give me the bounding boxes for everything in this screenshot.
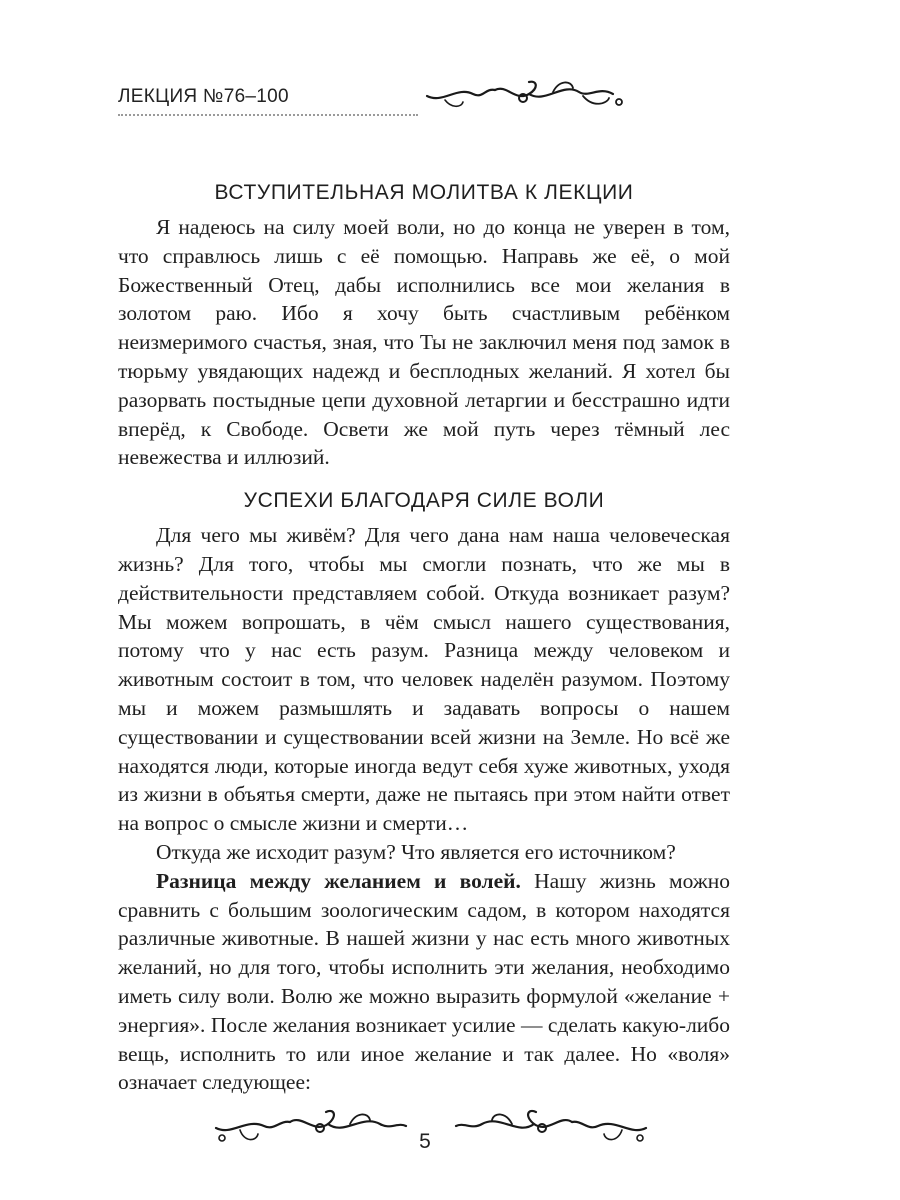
header-rule: [118, 114, 418, 116]
body-paragraph: Откуда же исходит разум? Что является его источником?: [156, 839, 676, 864]
section-title-prayer: ВСТУПИТЕЛЬНАЯ МОЛИТВА К ЛЕКЦИИ: [214, 181, 634, 204]
flourish-left-icon: [210, 1102, 410, 1152]
section-title-willpower: УСПЕХИ БЛАГОДАРЯ СИЛЕ ВОЛИ: [243, 489, 605, 513]
running-head: ЛЕКЦИЯ №76–100: [118, 86, 289, 107]
body-paragraph: Для чего мы живём? Для чего дана нам наша человеческая жизнь? Для того, чтобы мы смогли познать, что же мы в действительности представляем собой. Откуда возникает разум? Мы можем вопрошать, в чём смысл нашего существования, потому что у нас есть разум. Разница между человеком и животным состоит в том, что человек наделён разумом. Поэтому мы и можем размышлять и задавать вопросы о нашем существовании и существовании всей жизни на Земле. Но всё же находятся люди, которые иногда ведут себя хуже животных, уходя из жизни в объятья смерти, даже не пытаясь при этом найти ответ на вопрос о смысле жизни и смерти…: [118, 523, 730, 836]
body-paragraph-runin: [118, 867, 730, 1097]
flourish-right-icon: [452, 1102, 652, 1152]
page-footer: [0, 1100, 900, 1180]
page-body: [118, 178, 730, 1097]
page-header: [118, 80, 778, 130]
page-number: 5: [419, 1130, 431, 1153]
runin-heading: Разница между желанием и волей.: [156, 868, 521, 893]
runin-text: Нашу жизнь можно сравнить с большим зоологическим садом, в котором находятся различные животные. В нашей жизни у нас есть много животных желаний, но для того, чтобы исполнить эти желания, необходимо иметь силу воли. Волю же можно выразить формулой «желание + энергия». После желания возникает усилие — сделать какую-либо вещь, исполнить то или иное желание и так далее. Но «воля» означает следующее:: [118, 868, 730, 1095]
flourish-ornament-icon: [423, 74, 633, 118]
prayer-paragraph: Я надеюсь на силу моей воли, но до конца не уверен в том, что справлюсь лишь с её помощью. Направь же её, о мой Божественный Отец, дабы исполнились все мои желания в золотом раю. Ибо я хочу быть счастливым ребёнком неизмеримого счастья, зная, что Ты не заключил меня под замок в тюрьму увядающих надежд и бесплодных желаний. Я хотел бы разорвать постыдные цепи духовной летаргии и бесстрашно идти вперёд, к Свободе. Освети же мой путь через тёмный лес невежества и иллюзий.: [118, 215, 730, 470]
